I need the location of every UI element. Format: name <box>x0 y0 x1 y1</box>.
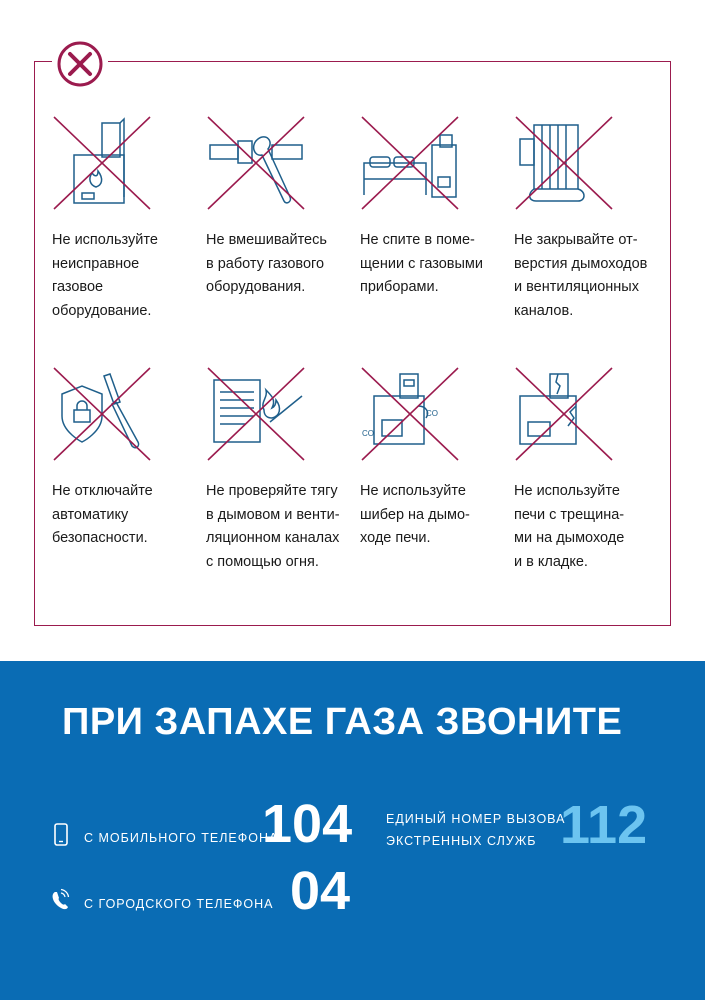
warning-item-faulty-equipment <box>52 115 202 323</box>
svg-text:CO: CO <box>426 409 438 418</box>
bed-near-stove-icon <box>360 115 460 211</box>
safety-shield-screwdriver-icon <box>52 366 152 462</box>
warning-text: Не вмешивайтесь в работу газового оборудования. <box>206 232 327 295</box>
wrench-pipe-icon <box>206 115 306 211</box>
mobile-label: С МОБИЛЬНОГО ТЕЛЕФОНА <box>84 831 279 845</box>
warning-text: Не спите в поме- щении с газовыми приборами. <box>360 232 483 295</box>
vent-grille-icon <box>514 115 614 211</box>
warning-item-no-blocking-vents <box>514 115 664 323</box>
warning-item-no-fire-check <box>206 366 356 574</box>
svg-text:CO: CO <box>362 429 374 438</box>
warning-text: Не используйте печи с трещина- ми на дымоходе и в кладке. <box>514 483 625 570</box>
mobile-phone-icon <box>51 822 71 848</box>
emergency-label-line-2: ЭКСТРЕННЫХ СЛУЖБ <box>386 834 537 848</box>
landline-label: С ГОРОДСКОГО ТЕЛЕФОНА <box>84 897 274 911</box>
mobile-number: 104 <box>262 794 353 854</box>
cracked-stove-icon <box>514 366 614 462</box>
paper-match-fire-icon <box>206 366 306 462</box>
warning-text: Не используйте шибер на дымо- ходе печи. <box>360 483 470 546</box>
warning-text: Не используйте неисправное газовое оборудование. <box>52 232 158 319</box>
warning-item-damper <box>360 366 510 551</box>
warning-text: Не закрывайте от- верстия дымоходов и вентиляционных каналов. <box>514 232 648 319</box>
emergency-number: 112 <box>560 795 648 855</box>
warning-item-cracked-stove <box>514 366 664 574</box>
warning-text: Не проверяйте тягу в дымовом и венти- ляционном каналах с помощью огня. <box>206 483 340 570</box>
handset-icon <box>50 887 70 913</box>
contact-headline: ПРИ ЗАПАХЕ ГАЗА ЗВОНИТЕ <box>62 701 623 743</box>
emergency-label-line-1: ЕДИНЫЙ НОМЕР ВЫЗОВА <box>386 812 566 826</box>
warning-item-no-sleeping <box>360 115 510 300</box>
landline-number: 04 <box>290 861 351 921</box>
warning-item-safety-automation <box>52 366 202 551</box>
forbidden-x-circle-icon <box>52 36 108 92</box>
warning-item-no-tampering <box>206 115 356 300</box>
stove-damper-co-icon <box>360 366 460 462</box>
broken-gas-boiler-icon <box>52 115 152 211</box>
warning-text: Не отключайте автоматику безопасности. <box>52 483 153 546</box>
contact-band <box>0 661 705 1000</box>
